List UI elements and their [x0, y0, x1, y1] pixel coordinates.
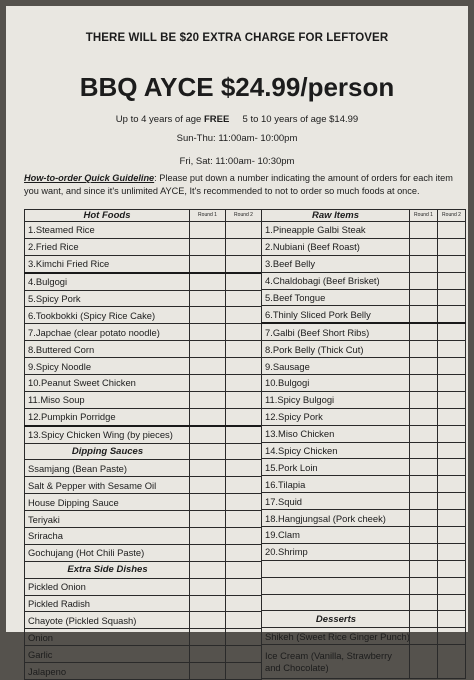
- round-2-quantity-cell[interactable]: [226, 646, 262, 663]
- round-2-quantity-cell[interactable]: [438, 238, 466, 255]
- round-2-quantity-cell[interactable]: [226, 494, 262, 511]
- right-row: [262, 594, 466, 611]
- right-item-name: 8.Pork Belly (Thick Cut): [262, 341, 410, 358]
- round-1-quantity-cell[interactable]: [410, 238, 438, 255]
- age-pricing: [6, 114, 468, 125]
- right-item-name: 16.Tilapia: [262, 476, 410, 493]
- right-item-name: 1.Pineapple Galbi Steak: [262, 222, 410, 239]
- left-item-name: Jalapeno: [25, 663, 190, 680]
- right-item-name: [262, 560, 410, 577]
- round-1-quantity-cell[interactable]: [410, 341, 438, 358]
- right-item-name: 3.Beef Belly: [262, 255, 410, 272]
- right-item-name: 11.Spicy Bulgogi: [262, 391, 410, 408]
- left-row: [25, 238, 262, 255]
- round-1-quantity-cell[interactable]: [190, 341, 226, 358]
- round-2-quantity-cell[interactable]: [438, 459, 466, 476]
- right-row: [262, 645, 466, 679]
- right-item-name: 18.Hangjungsal (Pork cheek): [262, 510, 410, 527]
- round-2-quantity-cell[interactable]: [226, 561, 262, 578]
- right-row: [262, 238, 466, 255]
- guideline-label: How-to-order Quick Guideline: [24, 173, 155, 183]
- right-item-name: 2.Nubiani (Beef Roast): [262, 238, 410, 255]
- right-item-name: 12.Spicy Pork: [262, 408, 410, 425]
- left-item-name: Salt & Pepper with Sesame Oil: [25, 477, 190, 494]
- round-2-quantity-cell[interactable]: [226, 629, 262, 646]
- round-1-quantity-cell[interactable]: [190, 255, 226, 272]
- round-2-quantity-cell[interactable]: [438, 323, 466, 340]
- round-2-quantity-cell[interactable]: [226, 663, 262, 680]
- left-item-name: Gochujang (Hot Chili Paste): [25, 544, 190, 561]
- age-free: FREE: [203, 114, 230, 125]
- left-item-name: 5.Spicy Pork: [25, 290, 190, 307]
- round-2-quantity-cell[interactable]: [226, 273, 262, 290]
- round-1-quantity-cell[interactable]: [190, 408, 226, 425]
- left-item-name: Garlic: [25, 646, 190, 663]
- left-row: [25, 255, 262, 272]
- round-1-quantity-cell[interactable]: [190, 528, 226, 545]
- left-item-name: 2.Fried Rice: [25, 238, 190, 255]
- left-row: [25, 307, 262, 324]
- round-1-quantity-cell[interactable]: [190, 375, 226, 392]
- round-2-quantity-cell[interactable]: [438, 493, 466, 510]
- left-row: [25, 629, 262, 646]
- round-2-quantity-cell[interactable]: [438, 628, 466, 645]
- round-2-quantity-cell[interactable]: [438, 306, 466, 323]
- round-1-quantity-cell[interactable]: [410, 306, 438, 323]
- round-1-quantity-cell[interactable]: [190, 222, 226, 239]
- left-section-title: Extra Side Dishes: [25, 561, 190, 578]
- age-pre: Up to 4 years of age: [115, 114, 204, 125]
- right-row: [262, 255, 466, 272]
- left-row: [25, 612, 262, 629]
- round-1-quantity-cell[interactable]: [410, 425, 438, 442]
- right-row: [262, 358, 466, 375]
- round-1-quantity-cell[interactable]: [410, 391, 438, 408]
- left-row: [25, 494, 262, 511]
- round-1-quantity-cell[interactable]: [410, 459, 438, 476]
- right-row: [262, 628, 466, 645]
- round-1-quantity-cell[interactable]: [410, 645, 438, 679]
- right-item-name: 7.Galbi (Beef Short Ribs): [262, 323, 410, 340]
- left-row: [25, 222, 262, 239]
- round-2-quantity-cell[interactable]: [438, 222, 466, 239]
- left-item-name: Onion: [25, 629, 190, 646]
- round-1-quantity-cell[interactable]: [190, 595, 226, 612]
- round-2-quantity-cell[interactable]: [226, 544, 262, 561]
- left-item-name: Pickled Radish: [25, 595, 190, 612]
- round-2-quantity-cell[interactable]: [438, 510, 466, 527]
- round-1-quantity-cell[interactable]: [190, 358, 226, 375]
- round-2-quantity-cell[interactable]: [226, 341, 262, 358]
- right-row: [262, 459, 466, 476]
- round-1-quantity-cell[interactable]: [410, 611, 438, 628]
- round-1-quantity-cell[interactable]: [190, 663, 226, 680]
- round-1-quantity-cell[interactable]: [410, 628, 438, 645]
- left-row: [25, 561, 262, 578]
- round-2-quantity-cell[interactable]: [438, 255, 466, 272]
- left-item-name: House Dipping Sauce: [25, 494, 190, 511]
- right-item-name: 17.Squid: [262, 493, 410, 510]
- right-row: [262, 560, 466, 577]
- left-item-name: Sriracha: [25, 528, 190, 545]
- left-row: [25, 663, 262, 680]
- round-2-quantity-cell[interactable]: [438, 341, 466, 358]
- right-item-name: 14.Spicy Chicken: [262, 442, 410, 459]
- round-1-quantity-cell[interactable]: [410, 510, 438, 527]
- round-1-quantity-cell[interactable]: [410, 289, 438, 306]
- round-2-quantity-cell[interactable]: [438, 611, 466, 628]
- left-row: [25, 578, 262, 595]
- hours-weekday: Sun-Thu: 11:00am- 10:00pm: [176, 133, 298, 144]
- round-2-quantity-cell[interactable]: [226, 460, 262, 477]
- round-2-quantity-cell[interactable]: [438, 560, 466, 577]
- round-1-quantity-cell[interactable]: [410, 476, 438, 493]
- round-1-quantity-cell[interactable]: [410, 594, 438, 611]
- left-row: [25, 358, 262, 375]
- left-item-name: 4.Bulgogi: [25, 273, 190, 290]
- right-header: Raw Items: [262, 210, 410, 222]
- right-row: [262, 222, 466, 239]
- right-row: [262, 493, 466, 510]
- right-item-name: 20.Shrimp: [262, 543, 410, 560]
- round-2-quantity-cell[interactable]: [438, 358, 466, 375]
- right-item-name: 19.Clam: [262, 527, 410, 544]
- left-item-name: Ssamjang (Bean Paste): [25, 460, 190, 477]
- guideline-text: : Please put down a number indicating the amount of orders for each item you want, and since it's unlimited AYCE, It's recommended to not to order so much foods at once.: [24, 173, 453, 196]
- right-row: [262, 272, 466, 289]
- right-item-name: 9.Sausage: [262, 358, 410, 375]
- round-1-quantity-cell[interactable]: [190, 544, 226, 561]
- right-item-name: 5.Beef Tongue: [262, 289, 410, 306]
- round-1-header: Round 1: [410, 210, 438, 222]
- round-2-quantity-cell[interactable]: [438, 391, 466, 408]
- round-1-quantity-cell[interactable]: [410, 272, 438, 289]
- left-row: [25, 511, 262, 528]
- round-1-quantity-cell[interactable]: [190, 307, 226, 324]
- page-title: BBQ AYCE $24.99/person: [79, 72, 395, 102]
- round-2-quantity-cell[interactable]: [226, 408, 262, 425]
- round-1-quantity-cell[interactable]: [190, 477, 226, 494]
- right-row: [262, 543, 466, 560]
- round-1-quantity-cell[interactable]: [410, 527, 438, 544]
- left-item-name: 7.Japchae (clear potato noodle): [25, 324, 190, 341]
- round-2-quantity-cell[interactable]: [226, 612, 262, 629]
- right-row: [262, 391, 466, 408]
- round-1-quantity-cell[interactable]: [190, 426, 226, 443]
- round-2-quantity-cell[interactable]: [226, 238, 262, 255]
- round-2-quantity-cell[interactable]: [226, 511, 262, 528]
- round-2-header: Round 2: [226, 210, 262, 222]
- round-2-quantity-cell[interactable]: [438, 645, 466, 679]
- right-row: [262, 425, 466, 442]
- right-item-name: [262, 594, 410, 611]
- round-1-quantity-cell[interactable]: [410, 560, 438, 577]
- round-2-quantity-cell[interactable]: [226, 477, 262, 494]
- round-1-quantity-cell[interactable]: [410, 358, 438, 375]
- right-row: [262, 289, 466, 306]
- age-post: 5 to 10 years of age $14.99: [229, 114, 359, 125]
- round-2-quantity-cell[interactable]: [438, 272, 466, 289]
- left-item-name: Chayote (Pickled Squash): [25, 612, 190, 629]
- left-item-name: 6.Tookbokki (Spicy Rice Cake): [25, 307, 190, 324]
- left-header: Hot Foods: [25, 210, 190, 222]
- round-1-quantity-cell[interactable]: [190, 494, 226, 511]
- round-2-quantity-cell[interactable]: [226, 307, 262, 324]
- round-1-quantity-cell[interactable]: [190, 460, 226, 477]
- round-2-quantity-cell[interactable]: [226, 375, 262, 392]
- round-1-quantity-cell[interactable]: [410, 375, 438, 392]
- left-row: [25, 210, 262, 222]
- right-row: [262, 510, 466, 527]
- left-row: [25, 273, 262, 290]
- round-2-quantity-cell[interactable]: [226, 222, 262, 239]
- round-2-quantity-cell[interactable]: [226, 358, 262, 375]
- round-1-quantity-cell[interactable]: [190, 443, 226, 460]
- left-item-name: Pickled Onion: [25, 578, 190, 595]
- round-1-quantity-cell[interactable]: [190, 290, 226, 307]
- right-item-name: [262, 577, 410, 594]
- right-row: [262, 375, 466, 392]
- left-order-table: [24, 209, 262, 680]
- left-section-title: Dipping Sauces: [25, 443, 190, 460]
- right-row: [262, 210, 466, 222]
- left-row: [25, 426, 262, 443]
- right-item-name: 6.Thinly Sliced Pork Belly: [262, 306, 410, 323]
- round-2-quantity-cell[interactable]: [226, 391, 262, 408]
- left-row: [25, 391, 262, 408]
- left-item-name: 1.Steamed Rice: [25, 222, 190, 239]
- left-item-name: 11.Miso Soup: [25, 391, 190, 408]
- left-item-name: Teriyaki: [25, 511, 190, 528]
- right-item-name: Shikeh (Sweet Rice Ginger Punch): [262, 628, 410, 645]
- round-2-quantity-cell[interactable]: [438, 476, 466, 493]
- left-row: [25, 324, 262, 341]
- right-row: [262, 306, 466, 323]
- round-2-quantity-cell[interactable]: [226, 578, 262, 595]
- round-2-quantity-cell[interactable]: [438, 527, 466, 544]
- left-item-name: 10.Peanut Sweet Chicken: [25, 375, 190, 392]
- left-item-name: 13.Spicy Chicken Wing (by pieces): [25, 426, 190, 443]
- round-1-quantity-cell[interactable]: [190, 646, 226, 663]
- round-2-quantity-cell[interactable]: [438, 594, 466, 611]
- right-row: [262, 323, 466, 340]
- round-1-quantity-cell[interactable]: [410, 408, 438, 425]
- right-row: [262, 611, 466, 628]
- left-item-name: 12.Pumpkin Porridge: [25, 408, 190, 425]
- left-row: [25, 408, 262, 425]
- left-row: [25, 477, 262, 494]
- round-1-quantity-cell[interactable]: [190, 578, 226, 595]
- round-2-quantity-cell[interactable]: [226, 324, 262, 341]
- round-2-quantity-cell[interactable]: [438, 289, 466, 306]
- left-row: [25, 460, 262, 477]
- left-row: [25, 443, 262, 460]
- left-row: [25, 595, 262, 612]
- round-2-quantity-cell[interactable]: [226, 255, 262, 272]
- round-2-quantity-cell[interactable]: [226, 290, 262, 307]
- right-item-name: Ice Cream (Vanilla, Strawberry and Chocolate): [262, 645, 410, 679]
- menu-sheet: [6, 6, 468, 677]
- round-2-quantity-cell[interactable]: [438, 543, 466, 560]
- round-2-quantity-cell[interactable]: [226, 443, 262, 460]
- right-item-name: 15.Pork Loin: [262, 459, 410, 476]
- round-1-quantity-cell[interactable]: [190, 238, 226, 255]
- round-2-quantity-cell[interactable]: [226, 426, 262, 443]
- right-item-name: 13.Miso Chicken: [262, 425, 410, 442]
- right-row: [262, 442, 466, 459]
- round-1-quantity-cell[interactable]: [190, 629, 226, 646]
- left-row: [25, 341, 262, 358]
- left-row: [25, 375, 262, 392]
- left-item-name: 9.Spicy Noodle: [25, 358, 190, 375]
- right-order-table: [261, 209, 466, 679]
- order-guideline: [24, 172, 460, 197]
- round-1-quantity-cell[interactable]: [410, 442, 438, 459]
- right-item-name: 4.Chaldobagi (Beef Brisket): [262, 272, 410, 289]
- round-1-quantity-cell[interactable]: [190, 324, 226, 341]
- left-row: [25, 528, 262, 545]
- left-item-name: 3.Kimchi Fried Rice: [25, 255, 190, 272]
- left-row: [25, 646, 262, 663]
- right-row: [262, 341, 466, 358]
- right-item-name: 10.Bulgogi: [262, 375, 410, 392]
- round-1-quantity-cell[interactable]: [190, 273, 226, 290]
- round-1-quantity-cell[interactable]: [410, 323, 438, 340]
- round-1-quantity-cell[interactable]: [410, 255, 438, 272]
- round-2-quantity-cell[interactable]: [438, 408, 466, 425]
- round-2-header: Round 2: [438, 210, 466, 222]
- round-1-quantity-cell[interactable]: [190, 612, 226, 629]
- right-row: [262, 527, 466, 544]
- left-row: [25, 290, 262, 307]
- round-2-quantity-cell[interactable]: [438, 577, 466, 594]
- round-2-quantity-cell[interactable]: [438, 425, 466, 442]
- left-item-name: 8.Buttered Corn: [25, 341, 190, 358]
- round-2-quantity-cell[interactable]: [226, 528, 262, 545]
- round-1-quantity-cell[interactable]: [190, 391, 226, 408]
- round-1-quantity-cell[interactable]: [190, 561, 226, 578]
- round-1-quantity-cell[interactable]: [410, 543, 438, 560]
- leftover-notice: THERE WILL BE $20 EXTRA CHARGE FOR LEFTOVER: [85, 32, 389, 44]
- round-1-quantity-cell[interactable]: [190, 511, 226, 528]
- round-1-quantity-cell[interactable]: [410, 577, 438, 594]
- round-2-quantity-cell[interactable]: [226, 595, 262, 612]
- hours-weekend: Fri, Sat: 11:00am- 10:30pm: [179, 156, 295, 167]
- round-1-quantity-cell[interactable]: [410, 222, 438, 239]
- round-1-header: Round 1: [190, 210, 226, 222]
- left-row: [25, 544, 262, 561]
- right-row: [262, 577, 466, 594]
- right-section-title: Desserts: [262, 611, 410, 628]
- round-2-quantity-cell[interactable]: [438, 442, 466, 459]
- right-row: [262, 408, 466, 425]
- round-2-quantity-cell[interactable]: [438, 375, 466, 392]
- round-1-quantity-cell[interactable]: [410, 493, 438, 510]
- right-row: [262, 476, 466, 493]
